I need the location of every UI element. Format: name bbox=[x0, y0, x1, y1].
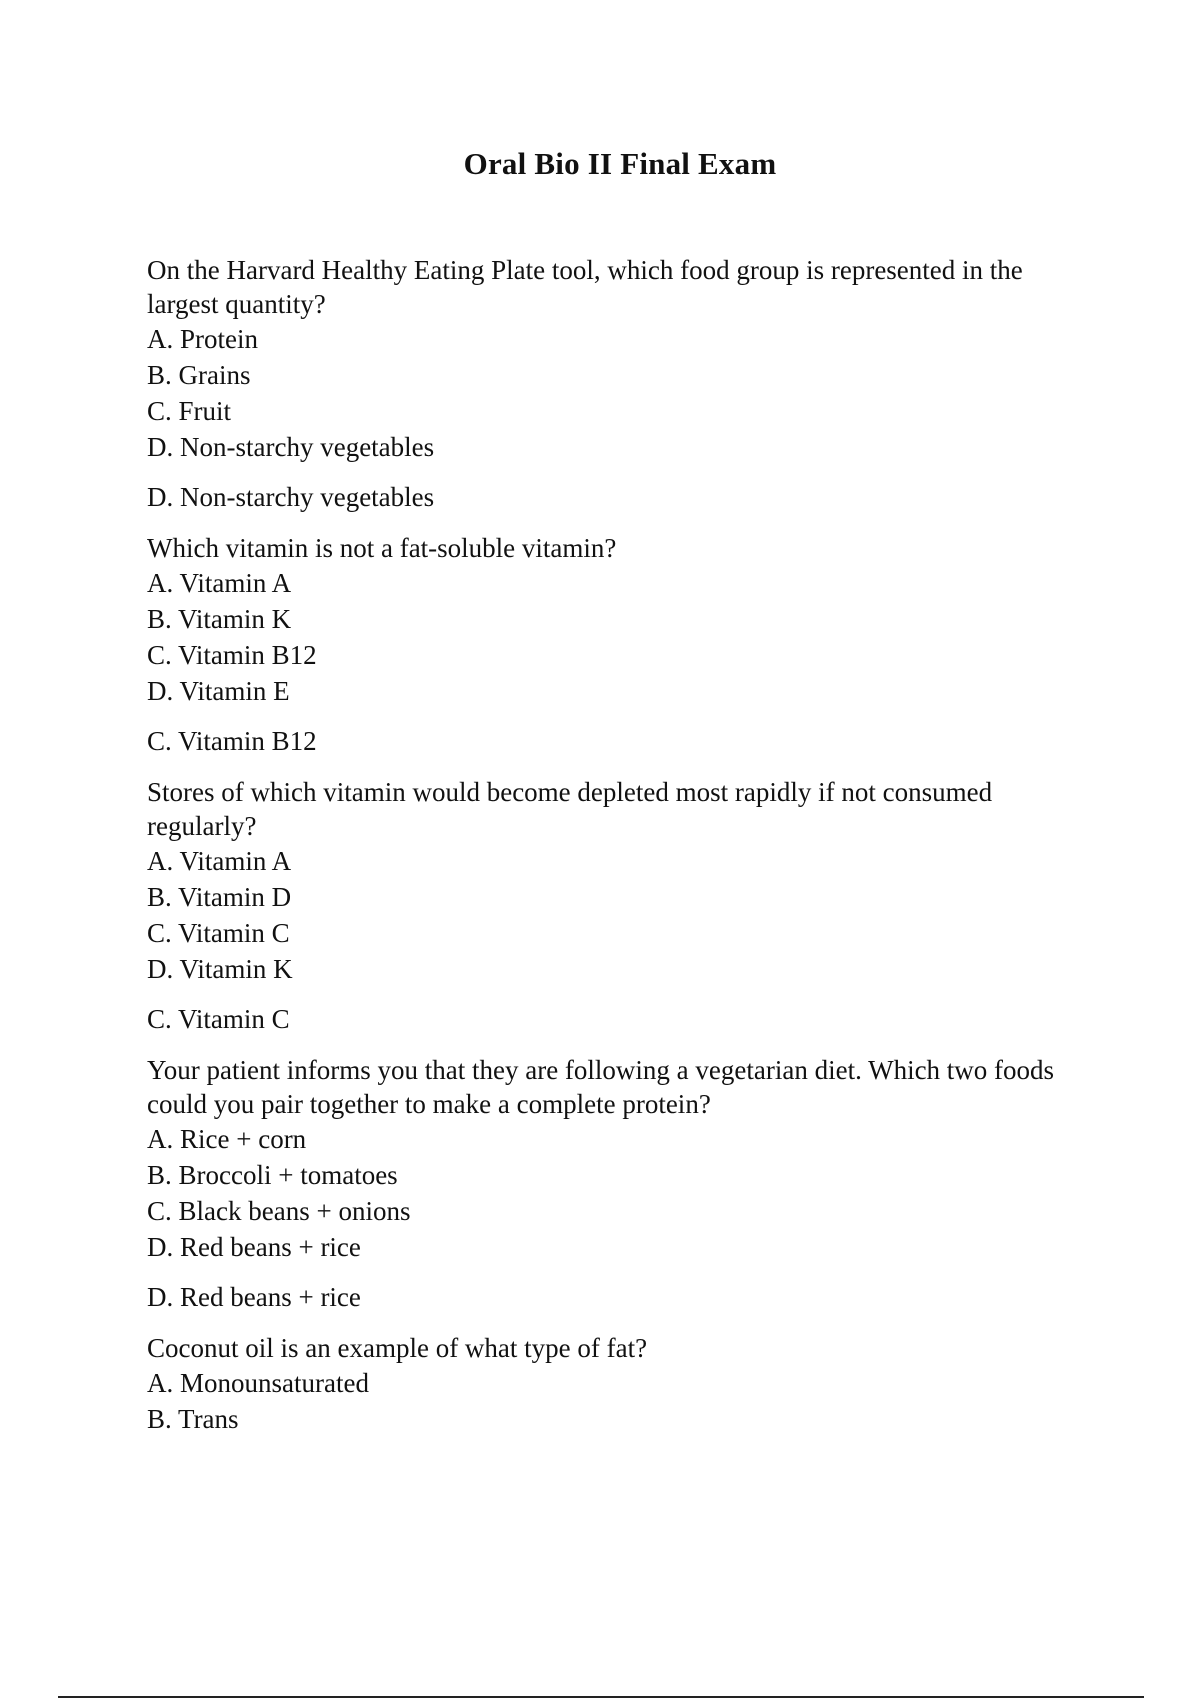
question-block-1 bbox=[147, 253, 1087, 515]
option-b: B. Broccoli + tomatoes bbox=[147, 1160, 398, 1190]
question-list bbox=[147, 253, 1087, 1437]
option-d: D. Vitamin E bbox=[147, 676, 290, 706]
option-c: C. Vitamin B12 bbox=[147, 640, 317, 670]
question-text: Your patient informs you that they are following a vegetarian diet. Which two foods could you pair together to make a complete protein? bbox=[147, 1055, 1055, 1119]
option-d: D. Non-starchy vegetables bbox=[147, 432, 435, 462]
answer-text: C. Vitamin B12 bbox=[147, 726, 317, 756]
option-a: A. Vitamin A bbox=[147, 568, 292, 598]
options-list bbox=[147, 1365, 1087, 1437]
options-list bbox=[147, 565, 1087, 709]
option-c: C. Vitamin C bbox=[147, 918, 290, 948]
answer-text: D. Non-starchy vegetables bbox=[147, 482, 435, 512]
option-b: B. Vitamin K bbox=[147, 604, 292, 634]
option-d: D. Red beans + rice bbox=[147, 1232, 361, 1262]
option-a: A. Monounsaturated bbox=[147, 1368, 369, 1398]
question-text: Stores of which vitamin would become depleted most rapidly if not consumed regularly? bbox=[147, 777, 993, 841]
option-c: C. Black beans + onions bbox=[147, 1196, 411, 1226]
question-text: Coconut oil is an example of what type of fat? bbox=[147, 1333, 648, 1363]
answer-text: D. Red beans + rice bbox=[147, 1282, 361, 1312]
question-text: On the Harvard Healthy Eating Plate tool, which food group is represented in the largest quantity? bbox=[147, 255, 1023, 319]
option-a: A. Vitamin A bbox=[147, 846, 292, 876]
question-block-4 bbox=[147, 1053, 1087, 1315]
question-text: Which vitamin is not a fat-soluble vitamin? bbox=[147, 533, 617, 563]
option-d: D. Vitamin K bbox=[147, 954, 293, 984]
option-a: A. Rice + corn bbox=[147, 1124, 307, 1154]
option-b: B. Vitamin D bbox=[147, 882, 292, 912]
option-b: B. Trans bbox=[147, 1404, 239, 1434]
options-list bbox=[147, 843, 1087, 987]
options-list bbox=[147, 321, 1087, 465]
question-block-2 bbox=[147, 531, 1087, 759]
question-block-5 bbox=[147, 1331, 1087, 1437]
answer-text: C. Vitamin C bbox=[147, 1004, 290, 1034]
option-b: B. Grains bbox=[147, 360, 251, 390]
bottom-divider bbox=[58, 1696, 1144, 1698]
option-c: C. Fruit bbox=[147, 396, 232, 426]
page-title: Oral Bio II Final Exam bbox=[463, 146, 777, 181]
options-list bbox=[147, 1121, 1087, 1265]
option-a: A. Protein bbox=[147, 324, 258, 354]
question-block-3 bbox=[147, 775, 1087, 1037]
